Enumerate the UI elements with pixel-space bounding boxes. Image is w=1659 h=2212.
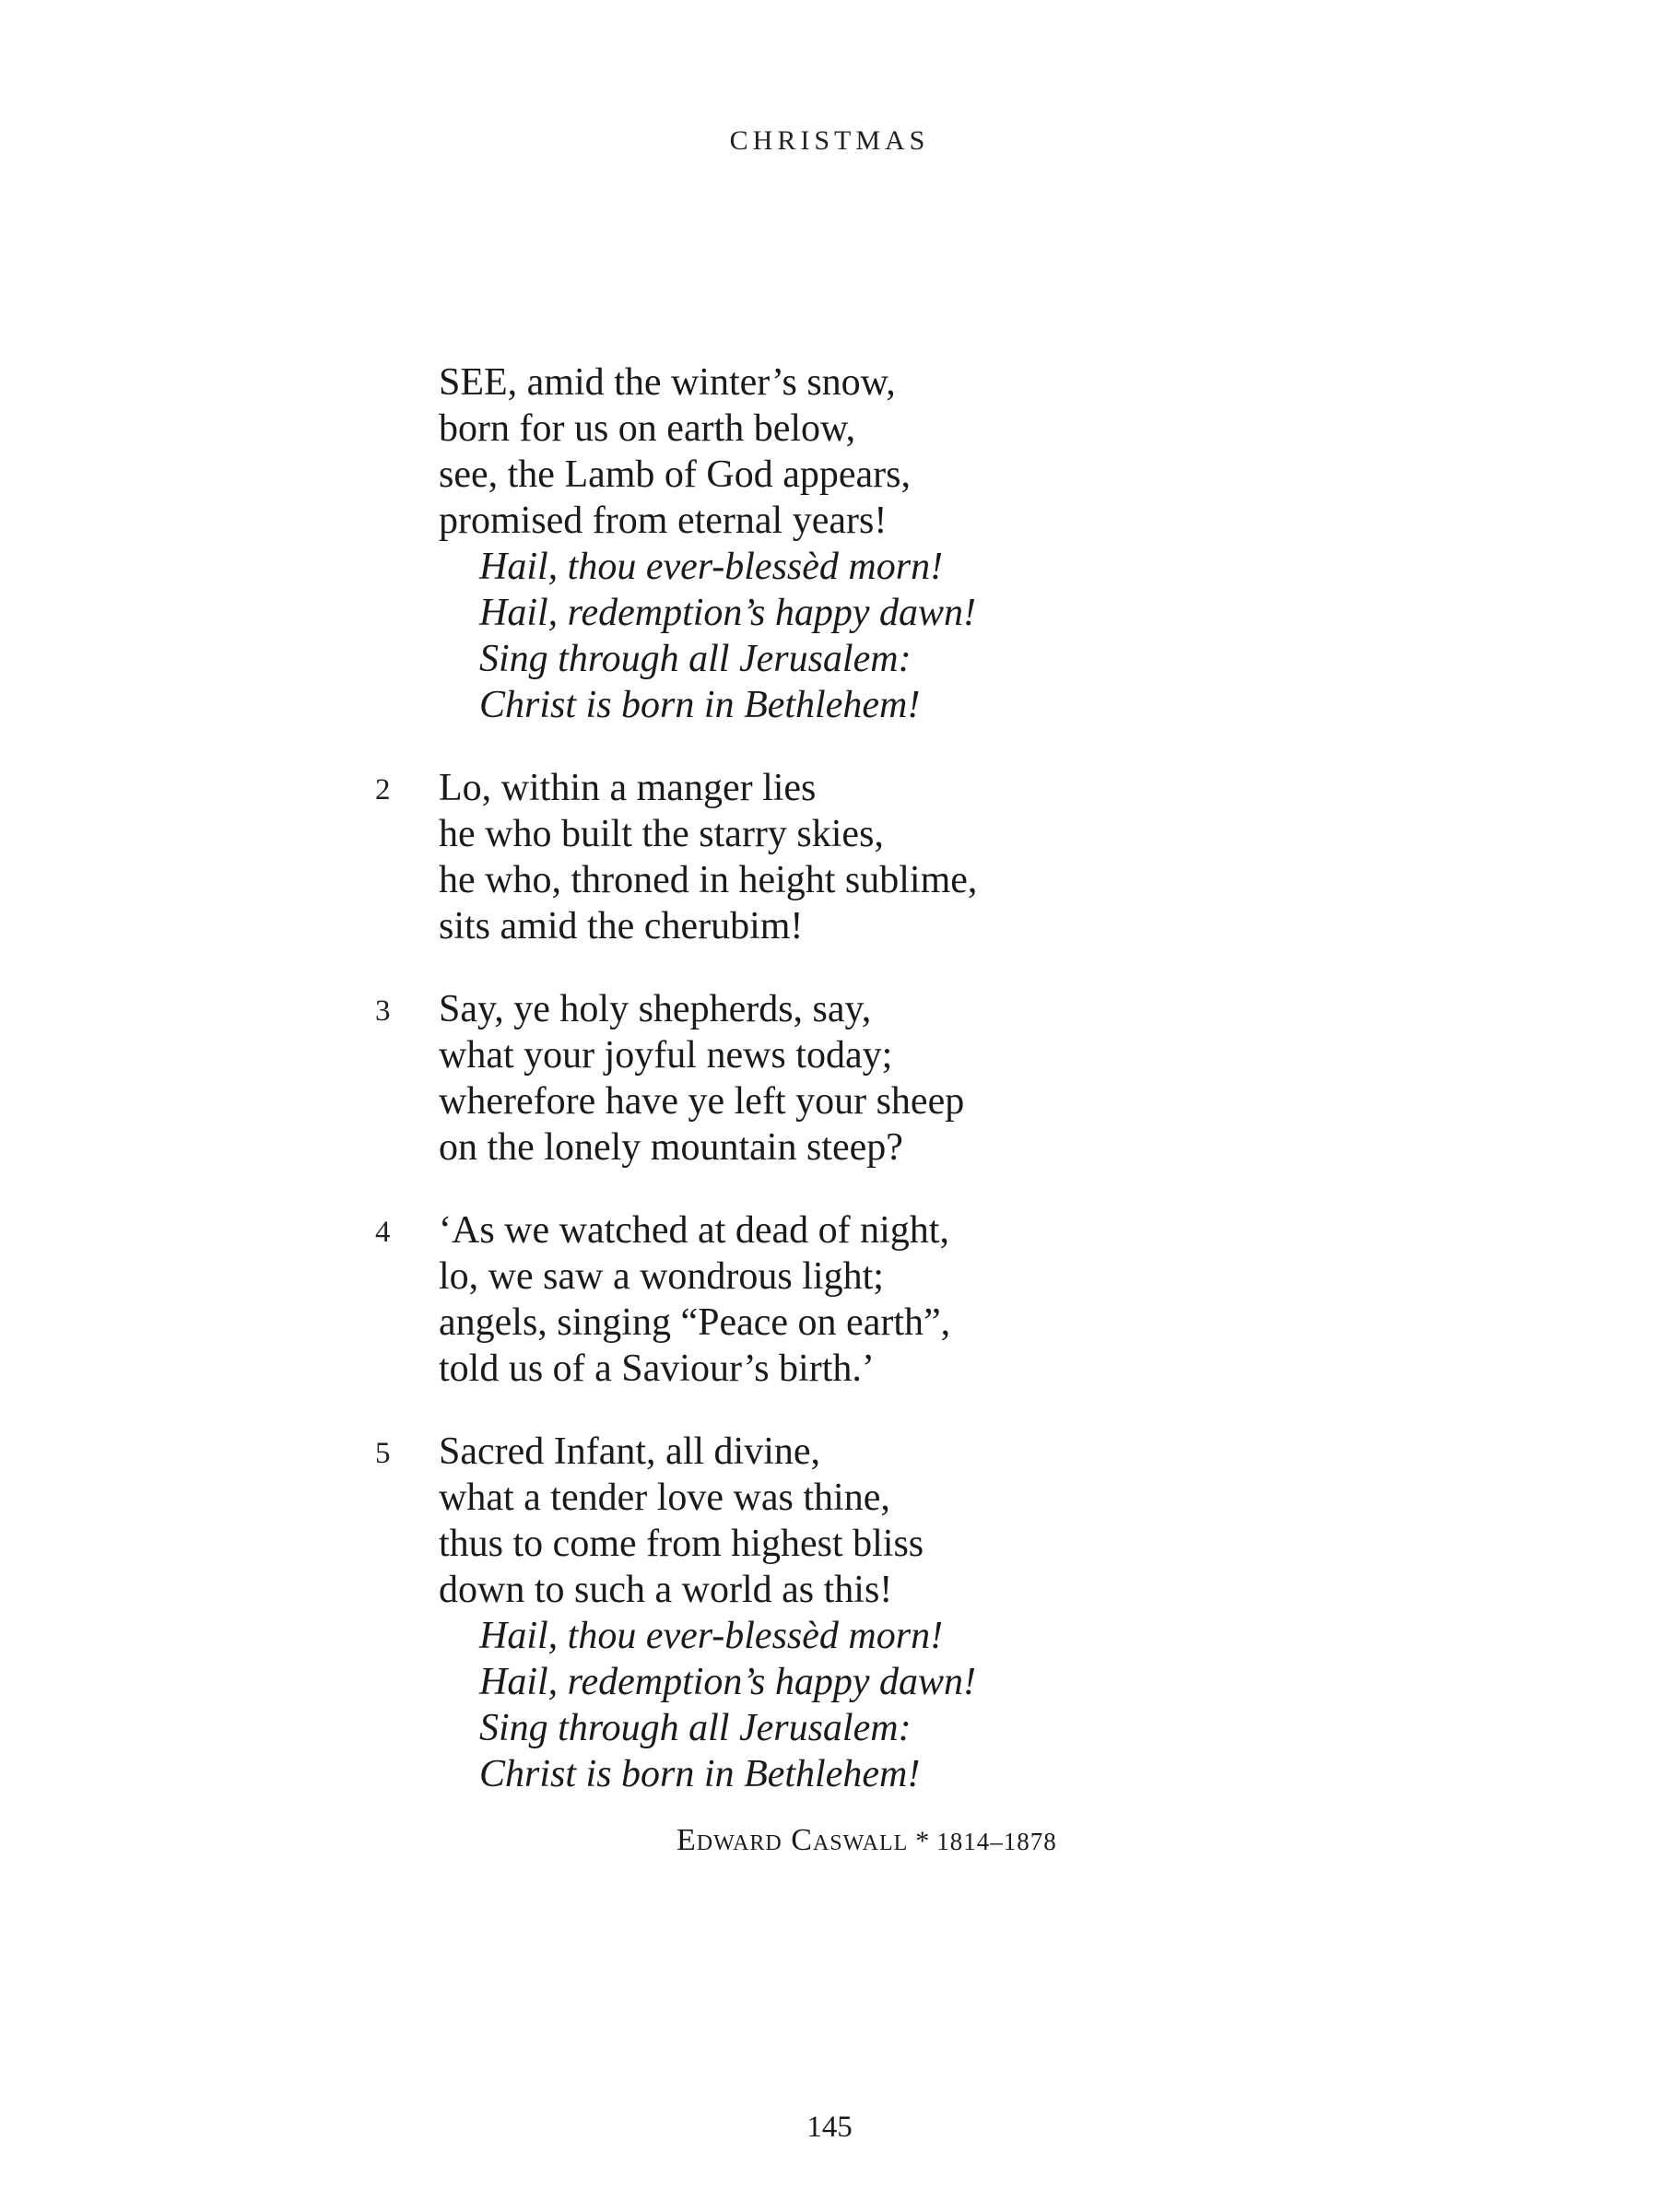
refrain-line: Sing through all Jerusalem: xyxy=(479,1707,912,1749)
refrain-line: Christ is born in Bethlehem! xyxy=(479,1753,921,1795)
refrain xyxy=(0,544,1659,728)
verse-line: on the lonely mountain steep? xyxy=(439,1126,903,1169)
verse-line: sits amid the cherubim! xyxy=(439,905,804,947)
verse-line: SEE, amid the winter’s snow, xyxy=(439,361,896,404)
verse-line: wherefore have ye left your sheep xyxy=(439,1080,965,1123)
verse-line: Sacred Infant, all divine, xyxy=(439,1430,821,1473)
verse-number: 5 xyxy=(375,1437,391,1470)
verse-line: Say, ye holy shepherds, say, xyxy=(439,988,872,1030)
running-header: CHRISTMAS xyxy=(729,125,930,156)
verse-line: angels, singing “Peace on earth”, xyxy=(439,1301,951,1344)
refrain-line: Hail, thou ever-blessèd morn! xyxy=(479,546,944,588)
verse-line: promised from eternal years! xyxy=(439,500,888,542)
refrain-line: Sing through all Jerusalem: xyxy=(479,638,912,680)
refrain-line: Hail, redemption’s happy dawn! xyxy=(479,1661,976,1703)
verse-line: see, the Lamb of God appears, xyxy=(439,453,911,496)
verse-line: born for us on earth below, xyxy=(439,407,856,450)
verse-line: he who, throned in height sublime, xyxy=(439,859,978,901)
author-dates: 1814–1878 xyxy=(936,1828,1057,1855)
verse-line: thus to come from highest bliss xyxy=(439,1523,924,1565)
page-number: 145 xyxy=(806,2111,853,2144)
verse-line: told us of a Saviour’s birth.’ xyxy=(439,1347,875,1390)
verse-line: lo, we saw a wondrous light; xyxy=(439,1255,884,1298)
verse-line: he who built the starry skies, xyxy=(439,813,884,855)
refrain xyxy=(0,1613,1659,1797)
verse-line: ‘As we watched at dead of night, xyxy=(439,1209,949,1252)
author-attribution xyxy=(677,1823,1057,1858)
verse-4 xyxy=(0,1207,1659,1392)
verse-3 xyxy=(0,986,1659,1171)
verse-number: 3 xyxy=(375,994,391,1028)
verse-line: down to such a world as this! xyxy=(439,1569,893,1611)
verse-1 xyxy=(0,359,1659,728)
star-icon: * xyxy=(915,1826,930,1856)
verse-5 xyxy=(0,1429,1659,1797)
refrain-line: Hail, redemption’s happy dawn! xyxy=(479,592,976,634)
verse-line: Lo, within a manger lies xyxy=(439,767,817,809)
refrain-line: Hail, thou ever-blessèd morn! xyxy=(479,1615,944,1657)
verse-line: what a tender love was thine, xyxy=(439,1477,890,1519)
verse-number: 4 xyxy=(375,1216,391,1249)
verse-2 xyxy=(0,765,1659,949)
author-name: Edward Caswall xyxy=(677,1823,909,1857)
verse-number: 2 xyxy=(375,773,391,806)
hymn-text xyxy=(0,359,1659,1834)
refrain-line: Christ is born in Bethlehem! xyxy=(479,684,921,726)
verse-line: what your joyful news today; xyxy=(439,1034,893,1077)
